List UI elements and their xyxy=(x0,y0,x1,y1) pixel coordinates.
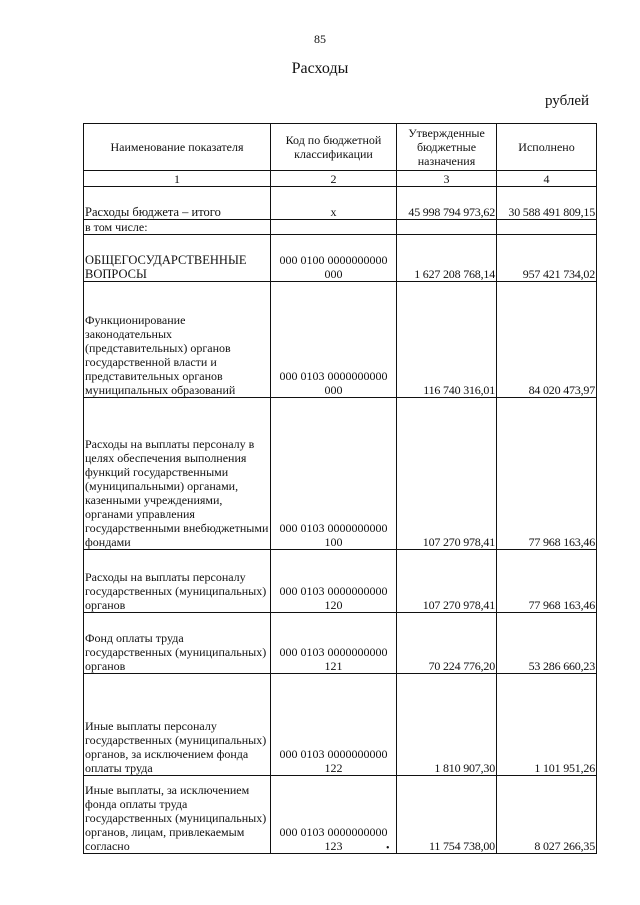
row-approved: 107 270 978,41 xyxy=(397,550,497,613)
row-approved: 45 998 794 973,62 xyxy=(397,187,497,220)
row-approved: 70 224 776,20 xyxy=(397,613,497,674)
row-approved: 1 810 907,30 xyxy=(397,674,497,776)
table-row xyxy=(84,776,597,854)
table-header-row xyxy=(84,124,597,171)
row-code: 000 0103 0000000000 120 xyxy=(271,550,397,613)
row-approved: 107 270 978,41 xyxy=(397,398,497,550)
table-row xyxy=(84,550,597,613)
table-row xyxy=(84,235,597,282)
row-name: Расходы на выплаты персоналу в целях обеспечения выполнения функций государственными (муниципальными) органами, казенными учреждениями, органами управления государственными внебюджетными фондами xyxy=(84,398,271,550)
table-row xyxy=(84,613,597,674)
header-indicator-name: Наименование показателя xyxy=(84,124,271,171)
row-approved: 1 627 208 768,14 xyxy=(397,235,497,282)
row-code: x xyxy=(271,187,397,220)
row-executed: 53 286 660,23 xyxy=(497,613,597,674)
table-row xyxy=(84,674,597,776)
row-executed: 84 020 473,97 xyxy=(497,282,597,398)
row-code: 000 0103 0000000000 100 xyxy=(271,398,397,550)
column-number: 4 xyxy=(497,171,597,187)
header-approved: Утвержденные бюджетные назначения xyxy=(397,124,497,171)
expenses-table xyxy=(83,123,597,854)
row-name: в том числе: xyxy=(84,220,271,235)
row-code: 000 0103 0000000000 122 xyxy=(271,674,397,776)
header-budget-code: Код по бюджетной классификации xyxy=(271,124,397,171)
row-approved: 116 740 316,01 xyxy=(397,282,497,398)
row-name: Иные выплаты, за исключением фонда оплаты труда государственных (муниципальных) органов, лицам, привлекаемым согласно xyxy=(84,776,271,854)
row-name: ОБЩЕГОСУДАРСТВЕННЫЕ ВОПРОСЫ xyxy=(84,235,271,282)
row-executed xyxy=(497,220,597,235)
row-name: Фонд оплаты труда государственных (муниципальных) органов xyxy=(84,613,271,674)
row-approved xyxy=(397,220,497,235)
row-code: 000 0103 0000000000 121 xyxy=(271,613,397,674)
page-mark: • xyxy=(386,843,390,854)
column-number-row xyxy=(84,171,597,187)
row-approved: 11 754 738,00 xyxy=(397,776,497,854)
column-number: 3 xyxy=(397,171,497,187)
row-executed: 77 968 163,46 xyxy=(497,550,597,613)
row-name: Расходы бюджета – итого xyxy=(84,187,271,220)
currency-unit: рублей xyxy=(545,93,590,109)
page-number: 85 xyxy=(314,32,326,46)
row-executed: 957 421 734,02 xyxy=(497,235,597,282)
row-executed: 1 101 951,26 xyxy=(497,674,597,776)
table-row xyxy=(84,282,597,398)
header-executed: Исполнено xyxy=(497,124,597,171)
table-row xyxy=(84,220,597,235)
row-code: 000 0103 0000000000 123 xyxy=(271,776,397,854)
row-code: 000 0103 0000000000 000 xyxy=(271,282,397,398)
row-executed: 8 027 266,35 xyxy=(497,776,597,854)
row-name: Функционирование законодательных (представительных) органов государственной власти и представительных органов муниципальных образований xyxy=(84,282,271,398)
page-title: Расходы xyxy=(291,60,349,77)
column-number: 2 xyxy=(271,171,397,187)
table-row xyxy=(84,187,597,220)
row-executed: 77 968 163,46 xyxy=(497,398,597,550)
table-row xyxy=(84,398,597,550)
column-number: 1 xyxy=(84,171,271,187)
row-code xyxy=(271,220,397,235)
row-name: Иные выплаты персоналу государственных (муниципальных) органов, за исключением фонда оплаты труда xyxy=(84,674,271,776)
row-code: 000 0100 0000000000 000 xyxy=(271,235,397,282)
row-name: Расходы на выплаты персоналу государственных (муниципальных) органов xyxy=(84,550,271,613)
row-executed: 30 588 491 809,15 xyxy=(497,187,597,220)
